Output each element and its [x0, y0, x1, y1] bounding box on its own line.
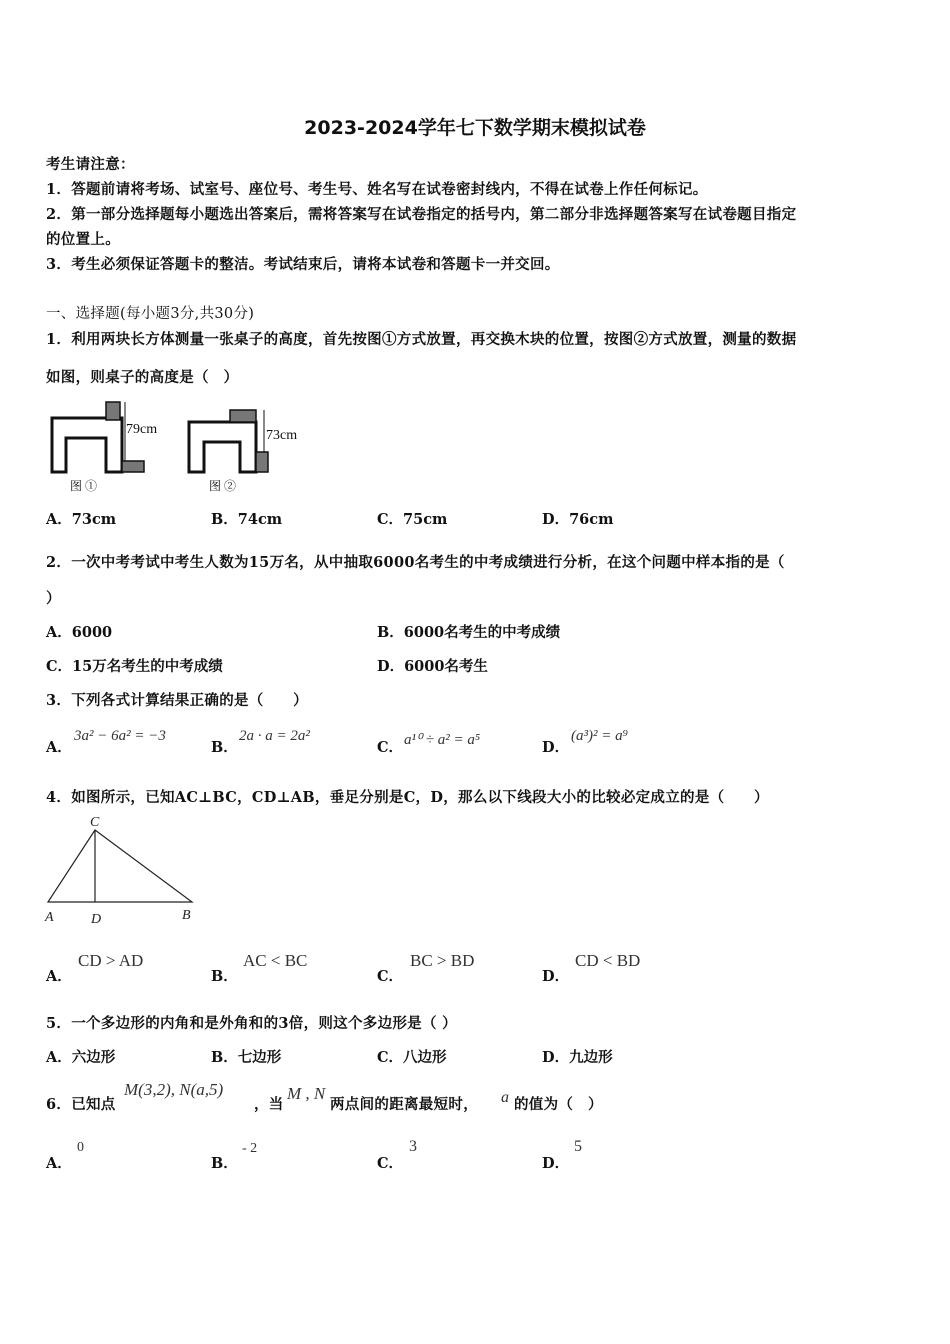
q6-stem-part4: 的值为（ ）: [514, 1096, 603, 1113]
option-text: 76cm: [569, 511, 614, 528]
measure-label-2: 73cm: [266, 428, 298, 443]
option-label: C．: [377, 1049, 404, 1066]
page-title: 2023-2024学年七下数学期末模拟试卷: [304, 117, 646, 139]
q5-option-b[interactable]: [211, 1046, 281, 1067]
q3-option-a[interactable]: [46, 736, 72, 757]
q6-option-b-value: - 2: [242, 1141, 258, 1156]
q1-figure: [44, 398, 314, 496]
q3-option-d[interactable]: [542, 736, 569, 757]
table-2: [189, 422, 256, 472]
notice-item-2-cont: 的位置上。: [46, 231, 120, 248]
option-label: B．: [211, 739, 238, 756]
q6-option-c-value: 3: [409, 1138, 417, 1155]
option-label: A．: [46, 968, 72, 985]
option-label: A．: [46, 1049, 72, 1066]
q4-triangle-figure: [42, 810, 202, 930]
q5-option-c[interactable]: [377, 1046, 447, 1067]
q6-option-d-value: 5: [574, 1138, 582, 1155]
q4-stem: 4．如图所示，已知AC⊥BC，CD⊥AB，垂足分别是C，D，那么以下线段大小的比较必定成立的是（ ）: [46, 789, 769, 806]
option-label: C．: [46, 658, 73, 675]
block-bottom-1: [122, 461, 144, 472]
q4-option-a-expr: CD > AD: [78, 951, 144, 970]
option-text: 6000名考生的中考成绩: [403, 624, 561, 641]
option-label: D．: [542, 968, 570, 985]
q1-option-a[interactable]: [46, 508, 116, 529]
q1-stem-line1: 1．利用两块长方体测量一张桌子的高度，首先按图①方式放置，再交换木块的位置，按图②方式放置，测量的数据: [46, 331, 797, 348]
block-top-1: [106, 402, 120, 420]
label-b: B: [182, 908, 191, 923]
option-text: 6000名考生: [404, 658, 488, 675]
notice-item-1: 1．答题前请将考场、试室号、座位号、考生号、姓名写在试卷密封线内，不得在试卷上作任何标记。: [46, 181, 708, 198]
section-heading: 一、选择题(每小题3分,共30分): [46, 306, 255, 322]
q3-option-d-expr: (a³)² = a⁹: [571, 728, 628, 744]
q6-expr-points: M(3,2), N(a,5): [124, 1080, 224, 1099]
fig1-caption: 图 ①: [70, 479, 98, 493]
option-label: D．: [542, 1049, 570, 1066]
q6-option-d[interactable]: [542, 1152, 569, 1173]
option-label: B．: [211, 968, 238, 985]
option-text: 九边形: [569, 1049, 613, 1066]
q4-option-d-expr: CD < BD: [575, 951, 641, 970]
option-label: B．: [377, 624, 404, 641]
q3-option-b-expr: 2a · a = 2a²: [239, 728, 310, 744]
q4-option-a[interactable]: [46, 965, 72, 986]
option-label: A．: [46, 624, 72, 641]
option-label: B．: [211, 511, 238, 528]
option-label: D．: [542, 739, 570, 756]
q6-stem-part3: 两点间的距离最短时，: [330, 1096, 478, 1113]
q1-option-b[interactable]: [211, 508, 282, 529]
option-text: 15万名考生的中考成绩: [72, 658, 223, 675]
option-label: A．: [46, 511, 72, 528]
q6-stem-part2: ，当: [254, 1096, 284, 1113]
notice-heading: 考生请注意：: [46, 156, 135, 173]
q2-option-c[interactable]: [46, 655, 223, 676]
option-label: C．: [377, 511, 404, 528]
q2-option-b[interactable]: [377, 621, 560, 642]
q2-option-a[interactable]: [46, 621, 112, 642]
option-label: B．: [211, 1049, 238, 1066]
option-label: C．: [377, 968, 404, 985]
triangle-abc: [48, 830, 192, 902]
q1-option-d[interactable]: [542, 508, 613, 529]
fig2-caption: 图 ②: [209, 479, 237, 493]
q4-option-d[interactable]: [542, 965, 569, 986]
q3-option-c-expr: a¹⁰ ÷ a² = a⁵: [404, 732, 481, 748]
option-text: 74cm: [237, 511, 283, 528]
q5-option-d[interactable]: [542, 1046, 613, 1067]
option-label: B．: [211, 1155, 238, 1172]
q1-option-c[interactable]: [377, 508, 447, 529]
q6-option-a-value: 0: [77, 1140, 84, 1155]
q4-option-c-expr: BC > BD: [410, 951, 475, 970]
notice-item-2: 2．第一部分选择题每小题选出答案后，需将答案写在试卷指定的括号内，第二部分非选择题答案写在试卷题目指定: [46, 206, 797, 223]
option-label: A．: [46, 739, 72, 756]
option-text: 八边形: [403, 1049, 447, 1066]
q6-option-b[interactable]: [211, 1152, 238, 1173]
q5-stem: 5．一个多边形的内角和是外角和的3倍，则这个多边形是（ ）: [46, 1015, 457, 1032]
label-c: C: [90, 815, 100, 830]
q1-figure-1: [52, 402, 157, 493]
option-label: D．: [542, 511, 570, 528]
q3-option-b[interactable]: [211, 736, 238, 757]
q6-stem-part1: 6．已知点: [46, 1096, 116, 1113]
q4-option-b[interactable]: [211, 965, 238, 986]
q2-option-d[interactable]: [377, 655, 488, 676]
option-text: 75cm: [403, 511, 448, 528]
option-label: C．: [377, 1155, 404, 1172]
label-a: A: [45, 910, 54, 925]
measure-label-1: 79cm: [126, 422, 158, 437]
q6-option-a[interactable]: [46, 1152, 72, 1173]
q2-stem-line2: ）: [46, 590, 61, 607]
table-1: [52, 418, 122, 472]
option-label: A．: [46, 1155, 72, 1172]
notice-item-3: 3．考生必须保证答题卡的整洁。考试结束后，请将本试卷和答题卡一并交回。: [46, 256, 560, 273]
block-bottom-2: [256, 452, 268, 472]
q3-option-c[interactable]: [377, 736, 403, 757]
option-label: D．: [377, 658, 405, 675]
q1-figure-2: [189, 410, 297, 493]
option-text: 6000: [71, 624, 113, 641]
q6-expr-mn: M , N: [287, 1084, 326, 1103]
option-text: 73cm: [71, 511, 117, 528]
q6-option-c[interactable]: [377, 1152, 403, 1173]
q4-option-c[interactable]: [377, 965, 403, 986]
option-text: 六边形: [71, 1049, 116, 1066]
q5-option-a[interactable]: [46, 1046, 115, 1067]
q6-expr-a: a: [501, 1089, 509, 1106]
block-top-2: [230, 410, 256, 422]
option-text: 七边形: [237, 1049, 282, 1066]
q2-stem-line1: 2．一次中考考试中考生人数为15万名，从中抽取6000名考生的中考成绩进行分析，在这个问题中样本指的是（: [46, 554, 785, 571]
q3-option-a-expr: 3a² − 6a² = −3: [74, 728, 166, 744]
option-label: C．: [377, 739, 404, 756]
q1-stem-line2: 如图，则桌子的高度是（ ）: [46, 369, 239, 386]
option-label: D．: [542, 1155, 570, 1172]
q3-stem: 3．下列各式计算结果正确的是（ ）: [46, 692, 308, 709]
label-d: D: [91, 912, 102, 927]
q4-option-b-expr: AC < BC: [243, 951, 308, 970]
